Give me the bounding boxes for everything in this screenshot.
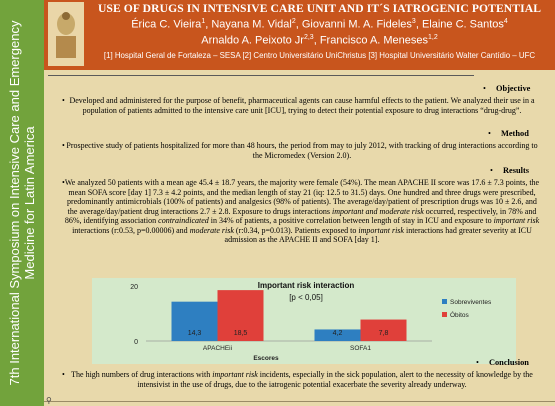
logo-image: [48, 2, 84, 66]
x-tick-label: SOFA1: [350, 345, 371, 352]
poster-title: USE OF DRUGS IN INTENSIVE CARE UNIT AND IT´S IATROGENIC POTENTIAL: [97, 2, 542, 15]
conclusion-text: • The high numbers of drug interactions with important risk incidents, especially in the sick population, alert to the necessity of knowledge by the intensivist in the use of drugs, due to the iatrogenic potential exacerbate the severity already underway.: [62, 370, 533, 389]
author-affiliation-index: 3: [411, 18, 416, 25]
data-label: 4,2: [332, 330, 343, 337]
author-affiliation-index: 1,2: [428, 34, 438, 41]
chart-title: Important risk interaction: [257, 281, 355, 290]
legend-label: Sobreviventes: [450, 299, 492, 306]
y-tick-label: 20: [130, 284, 138, 291]
results-text: • We analyzed 50 patients with a mean age 45.4 ± 18.7 years, the majority were female (54%). The mean APACHE II score was 17.6 ± 7.3 points, the mean SOFA score [day 1] 7.3 ± 4.2 points, and the median length of stay 21 (iq: 12.5 to 31.5) days. One hundred and three drugs were prescribed, predominantly antimicrobials (100% of patients) and analgesics (98% of patients). The average/day/patient of prescription drugs was 10 ± 2.6, and the average/day/patient drug interactions 2.7 ± 2.8. Exposure to drugs interactions important and moderate risk occurred, respectively, in 78% and 86%, identifying association contraindicated in 34% of patients, a positive correlation between length of stay in ICU and exposure to important risk interactions (r:0.53, p=0.00006) and moderate risk (r:0.34, p=0.013). Patients exposed to important risk interactions had greater severity at ICU admission as the APACHE II and SOFA [day 1].: [62, 178, 540, 244]
logo-figure-icon: [48, 2, 84, 66]
author-name: Arnaldo A. Peixoto Jr: [201, 34, 304, 47]
footer-divider: [44, 401, 555, 402]
divider: [48, 75, 474, 76]
legend-swatch: [442, 312, 447, 317]
data-label: 18,5: [233, 330, 248, 337]
author-affiliation-index: 2: [291, 18, 296, 25]
author-affiliation-index: 4: [503, 18, 508, 25]
objective-text: • Developed and administered for the purpose of benefit, pharmaceutical agents can cause harmful effects to the patient. We analyzed their use in a population of patients admitted to the intensive care unit [ICU], trying to detect their potential exposure to drug interactions “drug-drug”.: [62, 96, 535, 115]
legend-label: Óbitos: [450, 312, 469, 319]
author-name: , Giovanni M. A. Fideles: [295, 18, 412, 31]
symposium-name: 7th International Symposium on Intensive Care and Emergency Medicine for Latin America: [7, 20, 37, 386]
author-name: Érica C. Vieira: [131, 18, 202, 31]
affiliations: [1] Hospital Geral de Fortaleza – SESA [2] Centro Universitário UniChristus [3] Hospital Universitário Walter Cantídio – UFC: [103, 51, 536, 60]
method-heading: • Method: [488, 129, 529, 138]
authors-line-1: [88, 18, 551, 31]
bar-chart: [92, 278, 516, 364]
conclusion-heading: • Conclusion: [476, 358, 529, 367]
objective-heading: • Objective: [483, 84, 531, 93]
authors-line-2: [88, 34, 551, 47]
interaction-chart: [92, 278, 516, 364]
x-axis-label: Escores: [253, 355, 279, 362]
y-tick-label: 0: [134, 339, 138, 346]
author-affiliation-index: 2,3: [303, 34, 314, 41]
data-label: 7,8: [378, 330, 389, 337]
chart-subtitle: [p < 0,05]: [289, 293, 323, 302]
data-label: 14,3: [187, 330, 202, 337]
results-heading: • Results: [490, 166, 529, 175]
pin-icon: ⚲: [46, 396, 52, 405]
author-name: , Elaine C. Santos: [415, 18, 504, 31]
legend-swatch: [442, 299, 447, 304]
author-affiliation-index: 1: [201, 18, 206, 25]
poster-body: [44, 70, 555, 406]
author-name: , Francisco A. Meneses: [313, 34, 429, 47]
x-tick-label: APACHEii: [202, 345, 233, 352]
method-text: • Prospective study of patients hospitalized for more than 48 hours, the period from may to july 2012, with tracking of drug interactions according to the Micromedex (Version 2.0).: [62, 141, 538, 160]
poster-header: [44, 0, 555, 70]
event-sidebar: [0, 0, 44, 406]
author-name: , Nayana M. Vidal: [205, 18, 292, 31]
